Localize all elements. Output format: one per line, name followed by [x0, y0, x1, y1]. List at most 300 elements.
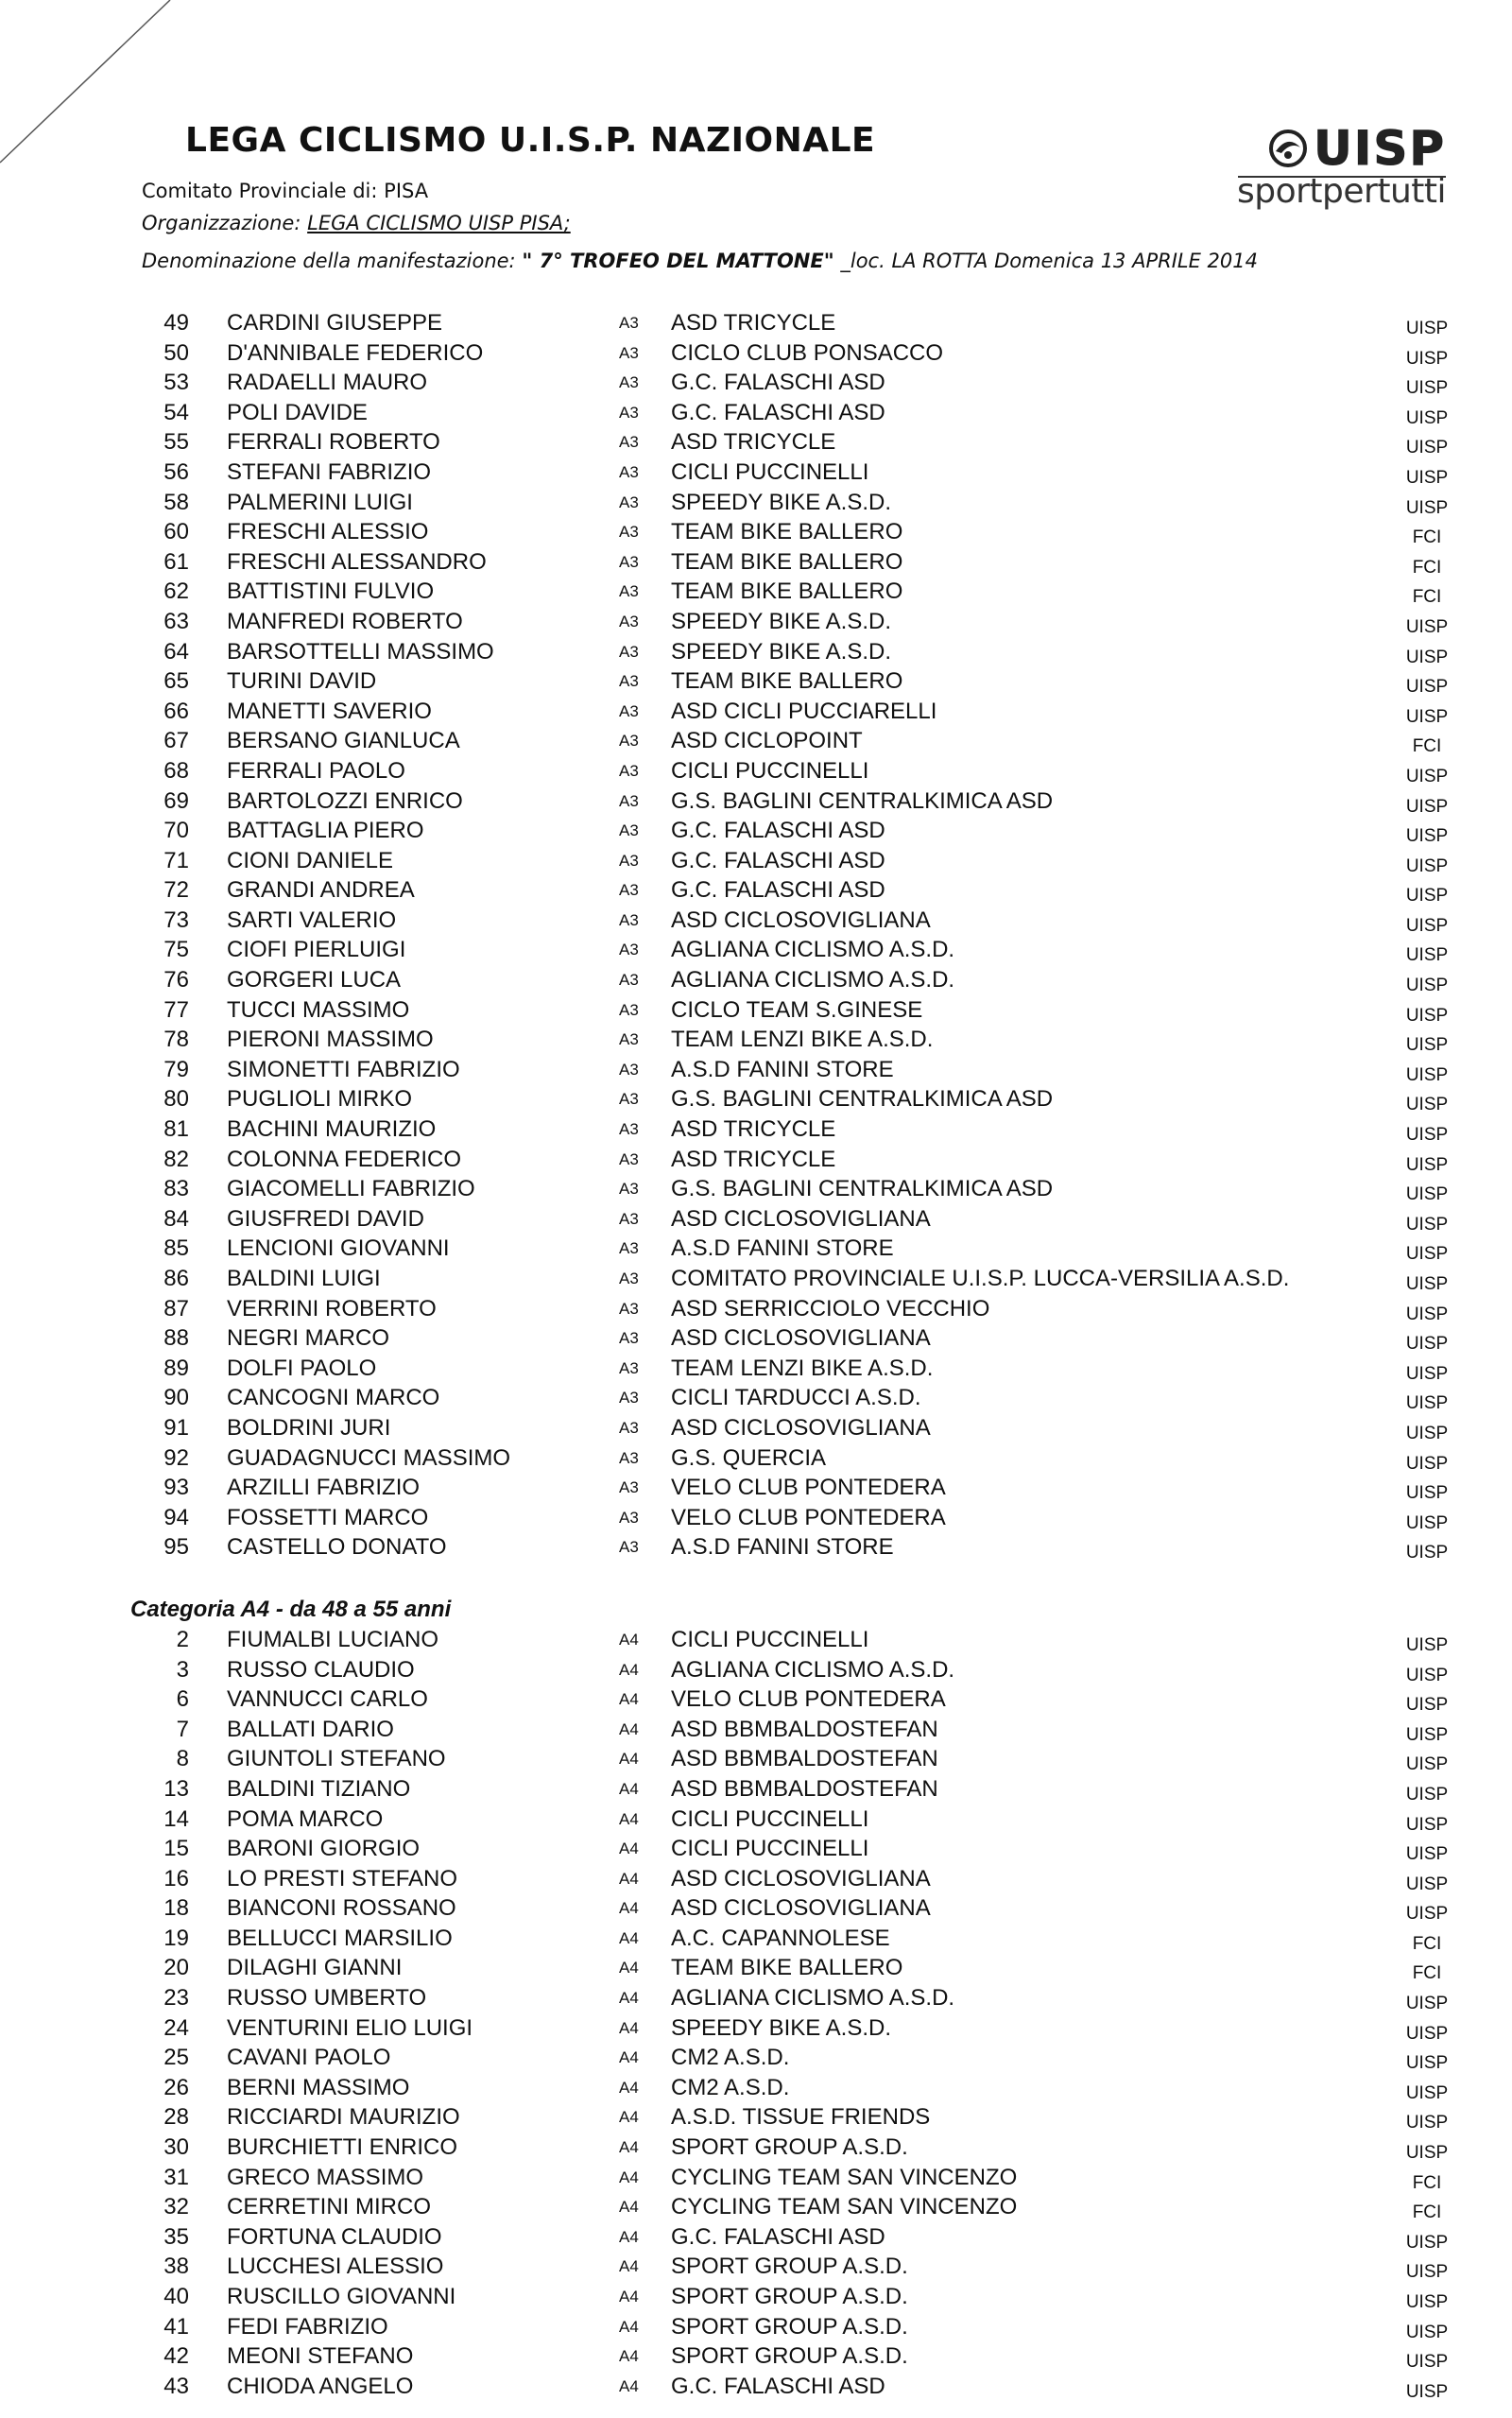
rider-number: 70 [163, 818, 189, 844]
rider-category: A3 [619, 552, 639, 571]
rider-team: SPORT GROUP A.S.D. [671, 2284, 908, 2309]
rider-team: CICLO TEAM S.GINESE [671, 996, 923, 1023]
rider-name: PIERONI MASSIMO [227, 1027, 434, 1053]
rider-name: BALDINI TIZIANO [227, 1775, 411, 1802]
rider-row [0, 1264, 1512, 1294]
rider-federation: UISP [1405, 1274, 1449, 1294]
rider-federation: FCI [1412, 527, 1442, 548]
rider-row [0, 1532, 1512, 1563]
rider-category: A4 [619, 2048, 639, 2067]
rider-name: RICCIARDI MAURIZIO [227, 2104, 460, 2131]
rider-team: CICLI PUCCINELLI [671, 1805, 869, 1832]
rider-federation: UISP [1405, 1994, 1449, 2014]
rider-row [0, 517, 1512, 547]
rider-row [0, 488, 1512, 518]
rider-category: A4 [619, 1750, 639, 1769]
rider-row [0, 338, 1512, 369]
rider-name: GIACOMELLI FABRIZIO [227, 1176, 475, 1202]
rider-row [0, 308, 1512, 338]
rider-name: GIUNTOLI STEFANO [227, 1746, 446, 1772]
rider-federation: UISP [1405, 1695, 1449, 1716]
rider-number: 7 [176, 1716, 189, 1742]
rider-federation: UISP [1405, 1184, 1449, 1205]
rider-team: AGLIANA CICLISMO A.S.D. [671, 937, 955, 963]
rider-category: A3 [619, 343, 639, 362]
rider-team: CYCLING TEAM SAN VINCENZO [671, 2194, 1018, 2220]
rider-federation: UISP [1405, 1512, 1449, 1533]
rider-category: A3 [619, 582, 639, 601]
results-list [0, 308, 1512, 2401]
rider-row [0, 1204, 1512, 1235]
uisp-emblem-icon [1268, 129, 1308, 168]
rider-federation: UISP [1405, 2381, 1449, 2402]
rider-number: 14 [163, 1805, 189, 1832]
rider-federation: UISP [1405, 2023, 1449, 2044]
rider-category: A3 [619, 1030, 639, 1049]
rider-federation: UISP [1405, 2053, 1449, 2074]
rider-team: SPORT GROUP A.S.D. [671, 2343, 908, 2370]
rider-row [0, 637, 1512, 667]
rider-name: NEGRI MARCO [227, 1325, 390, 1352]
rider-team: TEAM BIKE BALLERO [671, 548, 903, 575]
rider-row [0, 1744, 1512, 1774]
rider-number: 82 [163, 1146, 189, 1172]
rider-team: G.C. FALASCHI ASD [671, 370, 885, 396]
rider-number: 61 [163, 548, 189, 575]
rider-row [0, 2372, 1512, 2402]
rider-category: A3 [619, 851, 639, 870]
rider-team: TEAM LENZI BIKE A.S.D. [671, 1027, 934, 1053]
rider-team: VELO CLUB PONTEDERA [671, 1504, 946, 1530]
rider-name: FIUMALBI LUCIANO [227, 1626, 439, 1652]
rider-federation: UISP [1405, 1005, 1449, 1026]
rider-team: CYCLING TEAM SAN VINCENZO [671, 2164, 1018, 2190]
rider-number: 62 [163, 579, 189, 605]
rider-federation: UISP [1405, 886, 1449, 907]
rider-row [0, 1625, 1512, 1655]
rider-team: AGLIANA CICLISMO A.S.D. [671, 1656, 955, 1683]
rider-row [0, 1503, 1512, 1533]
rider-row [0, 398, 1512, 428]
rider-number: 56 [163, 458, 189, 485]
rider-category: A3 [619, 1120, 639, 1139]
rider-name: BALLATI DARIO [227, 1716, 394, 1742]
rider-name: POLI DAVIDE [227, 399, 368, 425]
rider-number: 79 [163, 1056, 189, 1082]
rider-federation: UISP [1405, 1543, 1449, 1563]
rider-federation: UISP [1405, 826, 1449, 847]
rider-row [0, 666, 1512, 697]
rider-row [0, 906, 1512, 936]
rider-team: CM2 A.S.D. [671, 2074, 790, 2100]
rider-number: 24 [163, 2014, 189, 2041]
rider-number: 94 [163, 1504, 189, 1530]
rider-number: 91 [163, 1414, 189, 1441]
rider-number: 25 [163, 2045, 189, 2071]
rider-federation: UISP [1405, 1904, 1449, 1925]
rider-number: 31 [163, 2164, 189, 2190]
rider-federation: UISP [1405, 1634, 1449, 1655]
rider-team: SPORT GROUP A.S.D. [671, 2313, 908, 2340]
rider-federation: FCI [1412, 587, 1442, 608]
rider-category: A3 [619, 1149, 639, 1168]
rider-number: 71 [163, 847, 189, 873]
rider-row [0, 1953, 1512, 1983]
rider-category: A3 [619, 701, 639, 720]
rider-number: 42 [163, 2343, 189, 2370]
rider-row [0, 2043, 1512, 2073]
rider-number: 15 [163, 1836, 189, 1862]
rider-number: 65 [163, 668, 189, 695]
rider-category: A3 [619, 821, 639, 840]
rider-name: CIOFI PIERLUIGI [227, 937, 406, 963]
rider-number: 88 [163, 1325, 189, 1352]
rider-row [0, 458, 1512, 488]
rider-category: A4 [619, 2257, 639, 2276]
rider-name: DOLFI PAOLO [227, 1355, 377, 1381]
rider-number: 38 [163, 2254, 189, 2280]
rider-team: CICLI PUCCINELLI [671, 458, 869, 485]
rider-name: FERRALI PAOLO [227, 757, 405, 784]
rider-row [0, 816, 1512, 846]
rider-name: BATTISTINI FULVIO [227, 579, 435, 605]
rider-row [0, 786, 1512, 817]
rider-federation: UISP [1405, 1064, 1449, 1085]
rider-federation: UISP [1405, 1453, 1449, 1474]
rider-number: 32 [163, 2194, 189, 2220]
rider-category: A3 [619, 403, 639, 422]
rider-row [0, 607, 1512, 637]
rider-federation: FCI [1412, 2202, 1442, 2223]
rider-federation: UISP [1405, 378, 1449, 399]
rider-category: A3 [619, 1000, 639, 1019]
rider-row [0, 2133, 1512, 2163]
rider-name: STEFANI FABRIZIO [227, 458, 432, 485]
rider-team: G.C. FALASCHI ASD [671, 2223, 885, 2250]
rider-federation: UISP [1405, 1304, 1449, 1324]
rider-name: GIUSFREDI DAVID [227, 1205, 424, 1232]
rider-number: 60 [163, 519, 189, 545]
rider-number: 35 [163, 2223, 189, 2250]
rider-team: A.S.D FANINI STORE [671, 1056, 894, 1082]
rider-category: A3 [619, 492, 639, 511]
rider-name: BARTOLOZZI ENRICO [227, 787, 463, 814]
rider-federation: UISP [1405, 2322, 1449, 2342]
rider-federation: UISP [1405, 1423, 1449, 1443]
rider-category: A3 [619, 1538, 639, 1557]
rider-federation: UISP [1405, 467, 1449, 488]
rider-row [0, 2102, 1512, 2133]
rider-name: BERNI MASSIMO [227, 2074, 410, 2100]
rider-team: ASD TRICYCLE [671, 1116, 836, 1143]
rider-category: A4 [619, 1809, 639, 1828]
rider-name: BACHINI MAURIZIO [227, 1116, 437, 1143]
rider-category: A3 [619, 1389, 639, 1408]
rider-category: A4 [619, 1989, 639, 2008]
uisp-logo [1200, 121, 1446, 211]
rider-category: A4 [619, 1928, 639, 1947]
rider-team: G.S. BAGLINI CENTRALKIMICA ASD [671, 1176, 1054, 1202]
rider-federation: FCI [1412, 1933, 1442, 1954]
rider-team: TEAM BIKE BALLERO [671, 668, 903, 695]
rider-name: RUSCILLO GIOVANNI [227, 2284, 456, 2309]
rider-team: ASD SERRICCIOLO VECCHIO [671, 1295, 990, 1321]
rider-name: PUGLIOLI MIRKO [227, 1086, 413, 1113]
rider-row [0, 368, 1512, 398]
rider-team: A.S.D. TISSUE FRIENDS [671, 2104, 931, 2131]
event-name: " 7° TROFEO DEL MATTONE" [522, 250, 834, 272]
rider-team: ASD TRICYCLE [671, 429, 836, 456]
rider-name: SIMONETTI FABRIZIO [227, 1056, 460, 1082]
rider-category: A3 [619, 1180, 639, 1199]
rider-team: G.C. FALASCHI ASD [671, 2373, 885, 2399]
rider-name: PALMERINI LUIGI [227, 489, 413, 515]
rider-category: A3 [619, 881, 639, 900]
rider-team: ASD CICLOSOVIGLIANA [671, 1865, 931, 1891]
rider-team: SPEEDY BIKE A.S.D. [671, 638, 891, 665]
rider-team: A.S.D FANINI STORE [671, 1534, 894, 1561]
rider-name: CANCOGNI MARCO [227, 1385, 440, 1411]
rider-team: ASD BBMBALDOSTEFAN [671, 1775, 938, 1802]
rider-row [0, 2252, 1512, 2282]
rider-name: BIANCONI ROSSANO [227, 1895, 456, 1922]
rider-row [0, 1294, 1512, 1324]
rider-category: A4 [619, 2168, 639, 2186]
event-line [142, 250, 1258, 272]
rider-row [0, 935, 1512, 965]
rider-number: 54 [163, 399, 189, 425]
rider-number: 66 [163, 698, 189, 724]
rider-federation: UISP [1405, 348, 1449, 369]
rider-row [0, 1174, 1512, 1204]
rider-row [0, 1983, 1512, 2013]
rider-name: BALDINI LUIGI [227, 1266, 381, 1291]
rider-row [0, 1354, 1512, 1384]
rider-number: 3 [176, 1656, 189, 1683]
rider-name: FOSSETTI MARCO [227, 1504, 429, 1530]
rider-category: A3 [619, 1299, 639, 1318]
rider-number: 23 [163, 1985, 189, 2012]
rider-team: ASD CICLI PUCCIARELLI [671, 698, 937, 724]
rider-number: 2 [176, 1626, 189, 1652]
rider-federation: UISP [1405, 2352, 1449, 2373]
rider-category: A3 [619, 1090, 639, 1109]
rider-federation: UISP [1405, 1665, 1449, 1685]
rider-federation: FCI [1412, 736, 1442, 757]
rider-team: ASD CICLOSOVIGLIANA [671, 1895, 931, 1922]
rider-name: SARTI VALERIO [227, 907, 397, 933]
rider-team: AGLIANA CICLISMO A.S.D. [671, 967, 955, 993]
rider-number: 83 [163, 1176, 189, 1202]
rider-category: A4 [619, 1899, 639, 1918]
rider-row [0, 2222, 1512, 2253]
rider-number: 75 [163, 937, 189, 963]
rider-federation: UISP [1405, 319, 1449, 338]
rider-name: VERRINI ROBERTO [227, 1295, 437, 1321]
rider-name: LO PRESTI STEFANO [227, 1865, 458, 1891]
rider-name: RADAELLI MAURO [227, 370, 428, 396]
rider-team: SPEEDY BIKE A.S.D. [671, 2014, 891, 2041]
rider-category: A4 [619, 1660, 639, 1679]
rider-federation: UISP [1405, 1154, 1449, 1175]
rider-number: 28 [163, 2104, 189, 2131]
rider-federation: UISP [1405, 1844, 1449, 1865]
rider-category: A3 [619, 373, 639, 392]
rider-number: 95 [163, 1534, 189, 1561]
event-details: _loc. LA ROTTA Domenica 13 APRILE 2014 [840, 250, 1258, 272]
committee-label: Comitato Provinciale di: [142, 180, 378, 202]
rider-number: 73 [163, 907, 189, 933]
rider-team: ASD TRICYCLE [671, 310, 836, 336]
rider-number: 67 [163, 728, 189, 754]
rider-number: 69 [163, 787, 189, 814]
rider-number: 68 [163, 757, 189, 784]
rider-federation: UISP [1405, 1125, 1449, 1146]
rider-category: A3 [619, 1060, 639, 1079]
rider-federation: UISP [1405, 1244, 1449, 1265]
rider-number: 87 [163, 1295, 189, 1321]
rider-name: BELLUCCI MARSILIO [227, 1925, 453, 1951]
rider-federation: FCI [1412, 1963, 1442, 1984]
rider-name: GRANDI ANDREA [227, 877, 415, 904]
rider-category: A3 [619, 941, 639, 959]
rider-row [0, 2282, 1512, 2312]
rider-category: A3 [619, 761, 639, 780]
rider-name: RUSSO UMBERTO [227, 1985, 427, 2012]
rider-row [0, 1383, 1512, 1413]
rider-name: VANNUCCI CARLO [227, 1686, 428, 1713]
event-label: Denominazione della manifestazione: [142, 250, 516, 272]
rider-row [0, 756, 1512, 786]
rider-team: TEAM BIKE BALLERO [671, 579, 903, 605]
rider-name: GRECO MASSIMO [227, 2164, 424, 2190]
rider-category: A4 [619, 1869, 639, 1888]
rider-row [0, 2312, 1512, 2342]
rider-team: G.C. FALASCHI ASD [671, 847, 885, 873]
rider-name: ARZILLI FABRIZIO [227, 1475, 421, 1501]
rider-number: 19 [163, 1925, 189, 1951]
rider-federation: UISP [1405, 2232, 1449, 2253]
rider-team: ASD CICLOSOVIGLIANA [671, 1414, 931, 1441]
committee-value: PISA [384, 180, 429, 202]
rider-name: BOLDRINI JURI [227, 1414, 391, 1441]
rider-row [0, 427, 1512, 458]
rider-number: 92 [163, 1444, 189, 1471]
rider-name: BERSANO GIANLUCA [227, 728, 460, 754]
rider-name: FERRALI ROBERTO [227, 429, 440, 456]
rider-team: CICLO CLUB PONSACCO [671, 339, 944, 366]
rider-federation: UISP [1405, 1724, 1449, 1745]
rider-category: A4 [619, 1839, 639, 1858]
organizer-value: LEGA CICLISMO UISP PISA; [307, 212, 571, 234]
rider-number: 49 [163, 310, 189, 336]
rider-row [0, 1834, 1512, 1864]
rider-category: A3 [619, 971, 639, 990]
rider-team: AGLIANA CICLISMO A.S.D. [671, 1985, 955, 2012]
rider-number: 77 [163, 996, 189, 1023]
rider-number: 78 [163, 1027, 189, 1053]
rider-category: A3 [619, 1478, 639, 1497]
rider-row [0, 577, 1512, 607]
uisp-tagline: sportpertutti [1236, 172, 1446, 211]
rider-category: A3 [619, 523, 639, 542]
rider-name: CERRETINI MIRCO [227, 2194, 431, 2220]
rider-row [0, 1323, 1512, 1354]
rider-row [0, 1025, 1512, 1055]
rider-number: 80 [163, 1086, 189, 1113]
rider-number: 89 [163, 1355, 189, 1381]
rider-row [0, 547, 1512, 578]
rider-name: CHIODA ANGELO [227, 2373, 414, 2399]
rider-team: TEAM BIKE BALLERO [671, 519, 903, 545]
rider-category: A4 [619, 2018, 639, 2037]
rider-row [0, 2013, 1512, 2044]
rider-name: MEONI STEFANO [227, 2343, 414, 2370]
rider-number: 43 [163, 2373, 189, 2399]
rider-category: A4 [619, 2078, 639, 2097]
rider-name: FEDI FABRIZIO [227, 2313, 388, 2340]
rider-team: ASD BBMBALDOSTEFAN [671, 1746, 938, 1772]
rider-number: 63 [163, 608, 189, 634]
rider-team: VELO CLUB PONTEDERA [671, 1475, 946, 1501]
rider-row [0, 1413, 1512, 1443]
rider-federation: UISP [1405, 407, 1449, 428]
rider-team: CICLI PUCCINELLI [671, 1836, 869, 1862]
rider-number: 72 [163, 877, 189, 904]
rider-name: POMA MARCO [227, 1805, 384, 1832]
rider-category: A4 [619, 2288, 639, 2306]
rider-team: VELO CLUB PONTEDERA [671, 1686, 946, 1713]
rider-team: A.S.D FANINI STORE [671, 1235, 894, 1262]
rider-number: 81 [163, 1116, 189, 1143]
rider-team: CICLI PUCCINELLI [671, 1626, 869, 1652]
rider-name: VENTURINI ELIO LUIGI [227, 2014, 473, 2041]
rider-team: CICLI TARDUCCI A.S.D. [671, 1385, 921, 1411]
page-title: LEGA CICLISMO U.I.S.P. NAZIONALE [185, 121, 876, 160]
rider-number: 40 [163, 2284, 189, 2309]
rider-federation: UISP [1405, 2292, 1449, 2312]
rider-federation: UISP [1405, 438, 1449, 458]
rider-number: 76 [163, 967, 189, 993]
rider-category: A3 [619, 1418, 639, 1437]
rider-number: 6 [176, 1686, 189, 1713]
rider-row [0, 1805, 1512, 1835]
rider-row [0, 1114, 1512, 1145]
rider-row [0, 1774, 1512, 1805]
rider-row [0, 875, 1512, 906]
rider-number: 18 [163, 1895, 189, 1922]
rider-team: ASD TRICYCLE [671, 1146, 836, 1172]
rider-team: G.S. QUERCIA [671, 1444, 827, 1471]
rider-category: A4 [619, 1959, 639, 1978]
rider-name: BARSOTTELLI MASSIMO [227, 638, 494, 665]
rider-number: 90 [163, 1385, 189, 1411]
rider-team: G.S. BAGLINI CENTRALKIMICA ASD [671, 1086, 1054, 1113]
rider-category: A3 [619, 642, 639, 661]
rider-federation: UISP [1405, 796, 1449, 817]
rider-federation: UISP [1405, 1874, 1449, 1894]
rider-category: A4 [619, 2376, 639, 2395]
rider-federation: UISP [1405, 1035, 1449, 1056]
rider-team: G.C. FALASCHI ASD [671, 399, 885, 425]
rider-name: BARONI GIORGIO [227, 1836, 421, 1862]
rider-federation: UISP [1405, 766, 1449, 786]
rider-name: CARDINI GIUSEPPE [227, 310, 443, 336]
rider-team: A.C. CAPANNOLESE [671, 1925, 890, 1951]
rider-category: A3 [619, 1269, 639, 1287]
rider-category: A3 [619, 1448, 639, 1467]
rider-number: 16 [163, 1865, 189, 1891]
